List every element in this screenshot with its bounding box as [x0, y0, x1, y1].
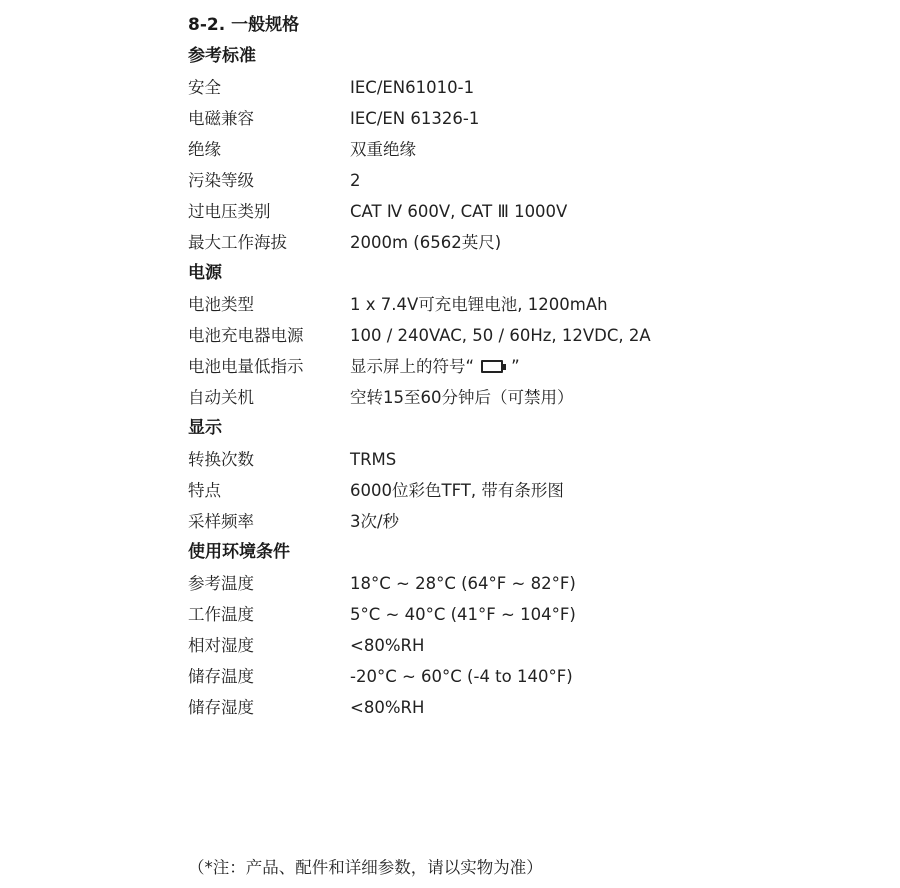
spec-label: 电池充电器电源	[188, 326, 304, 345]
spec-label: 储存湿度	[188, 698, 254, 717]
spec-row	[188, 599, 868, 630]
spec-label: 安全	[188, 78, 221, 97]
spec-row	[188, 661, 868, 692]
spec-label: 工作温度	[188, 605, 254, 624]
spec-row	[188, 506, 868, 537]
spec-document	[188, 10, 868, 723]
spec-row	[188, 351, 868, 382]
spec-value: 3次/秒	[350, 512, 400, 531]
section-heading-environment: 使用环境条件	[188, 542, 290, 562]
spec-row	[188, 320, 868, 351]
section-heading-power: 电源	[188, 263, 222, 283]
spec-value: 空转15至60分钟后（可禁用）	[350, 388, 574, 407]
spec-label: 电池电量低指示	[188, 357, 304, 376]
spec-row	[188, 72, 868, 103]
spec-value: <80%RH	[350, 636, 425, 655]
spec-value-prefix: 显示屏上的符号“	[350, 357, 475, 376]
spec-label: 最大工作海拔	[188, 233, 287, 252]
spec-row	[188, 227, 868, 258]
spec-row	[188, 103, 868, 134]
spec-value: <80%RH	[350, 698, 425, 717]
spec-row	[188, 382, 868, 413]
spec-row	[188, 289, 868, 320]
spec-value: 1 x 7.4V可充电锂电池, 1200mAh	[350, 295, 608, 314]
spec-value: 2	[350, 171, 361, 190]
spec-label: 转换次数	[188, 450, 254, 469]
spec-row	[188, 134, 868, 165]
spec-value: CAT Ⅳ 600V, CAT Ⅲ 1000V	[350, 202, 568, 221]
spec-value: 6000位彩色TFT, 带有条形图	[350, 481, 564, 500]
spec-label: 相对湿度	[188, 636, 254, 655]
spec-label: 参考温度	[188, 574, 254, 593]
spec-row	[188, 444, 868, 475]
spec-label: 绝缘	[188, 140, 221, 159]
spec-label: 污染等级	[188, 171, 254, 190]
spec-row	[188, 196, 868, 227]
spec-row	[188, 165, 868, 196]
spec-value: TRMS	[350, 450, 397, 469]
spec-row	[188, 692, 868, 723]
spec-value: IEC/EN 61326-1	[350, 109, 480, 128]
page-title: 8-2. 一般规格	[188, 15, 300, 35]
spec-label: 储存温度	[188, 667, 254, 686]
spec-value: -20°C ~ 60°C (-4 to 140°F)	[350, 667, 573, 686]
section-heading-display: 显示	[188, 418, 222, 438]
footnote: （*注：产品、配件和详细参数，请以实物为准）	[188, 858, 543, 877]
spec-row	[188, 630, 868, 661]
spec-label: 特点	[188, 481, 221, 500]
spec-value-suffix: ”	[511, 357, 520, 376]
spec-label: 电池类型	[188, 295, 254, 314]
spec-value: IEC/EN61010-1	[350, 78, 475, 97]
spec-value: 18°C ~ 28°C (64°F ~ 82°F)	[350, 574, 576, 593]
battery-icon	[481, 360, 503, 373]
spec-row	[188, 568, 868, 599]
spec-label: 电磁兼容	[188, 109, 254, 128]
spec-value: 5°C ~ 40°C (41°F ~ 104°F)	[350, 605, 576, 624]
spec-label: 采样频率	[188, 512, 254, 531]
spec-label: 自动关机	[188, 388, 254, 407]
spec-row	[188, 475, 868, 506]
spec-value: 双重绝缘	[350, 140, 416, 159]
spec-label: 过电压类别	[188, 202, 271, 221]
spec-value: 100 / 240VAC, 50 / 60Hz, 12VDC, 2A	[350, 326, 651, 345]
spec-value	[350, 351, 520, 382]
section-heading-reference: 参考标准	[188, 46, 256, 66]
spec-value: 2000m (6562英尺)	[350, 233, 502, 252]
